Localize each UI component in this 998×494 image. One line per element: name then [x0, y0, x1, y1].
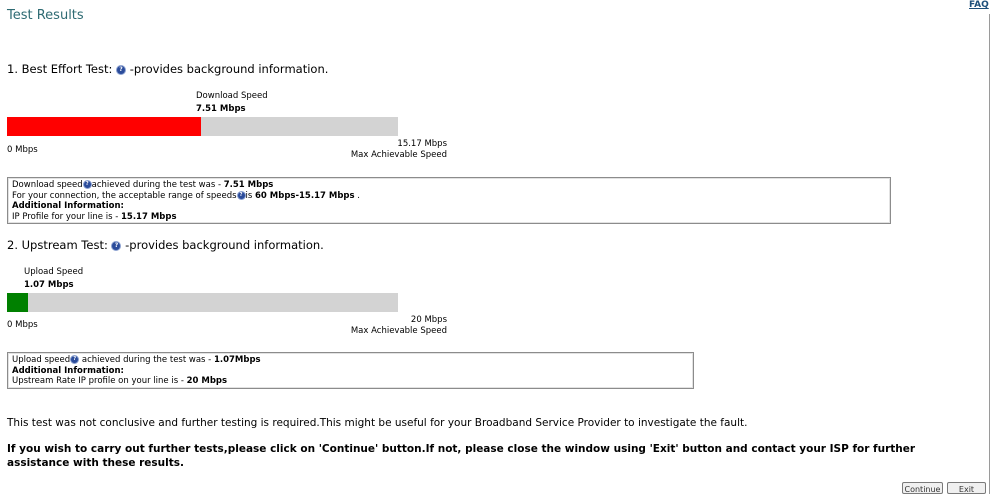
upload-max-label: Max Achievable Speed — [350, 326, 447, 336]
right-border-line — [989, 14, 990, 494]
download-info-line2 — [12, 191, 886, 202]
instruction-message: If you wish to carry out further tests,please click on 'Continue' button.If not, please close the window using 'Exit' button and contact your ISP for further assistance with these results. — [7, 443, 916, 469]
upload-speed-bar-fill — [7, 293, 28, 312]
ip-profile-value: 15.17 Mbps — [120, 211, 177, 222]
continue-button[interactable]: Continue — [902, 482, 943, 494]
download-range-suffix: . — [354, 190, 360, 201]
faq-link[interactable]: FAQ — [969, 0, 989, 10]
upload-info-value: 1.07Mbps — [213, 355, 261, 365]
download-info-line1 — [12, 180, 886, 191]
download-range-text: is — [245, 190, 256, 201]
download-range-text: For your connection, the acceptable range of speeds — [12, 190, 237, 201]
upload-info-line2 — [12, 376, 689, 387]
best-effort-heading-label: 1. Best Effort Test: — [7, 62, 113, 76]
upload-speed-value: 1.07 Mbps — [24, 280, 74, 290]
upload-additional-heading: Additional Information: — [12, 365, 124, 376]
conclusion-message: This test was not conclusive and further testing is required.This might be useful for your Broadband Service Provider to investigate the fault. — [7, 417, 748, 429]
download-info-value: 7.51 Mbps — [223, 180, 274, 190]
help-icon[interactable]: ? — [70, 355, 79, 364]
page-title: Test Results — [7, 8, 84, 23]
upload-info-box — [7, 352, 694, 389]
upstream-heading-suffix: -provides background information. — [125, 238, 324, 252]
best-effort-heading-suffix: -provides background information. — [129, 62, 329, 76]
upload-max-value: 20 Mbps — [410, 315, 447, 325]
upload-info-text: Upload speed — [12, 355, 71, 365]
best-effort-heading — [7, 62, 328, 76]
download-info-text: Download speed — [12, 180, 83, 190]
upload-info-line1 — [12, 355, 689, 366]
download-speed-label: Download Speed — [196, 91, 268, 101]
upload-min-label: 0 Mbps — [7, 320, 38, 330]
upload-speed-bar — [7, 293, 398, 312]
download-max-label: Max Achievable Speed — [350, 150, 447, 160]
help-icon[interactable]: ? — [83, 180, 92, 189]
upload-info-text: achieved during the test was - — [79, 355, 214, 365]
upstream-profile-value: 20 Mbps — [186, 376, 228, 386]
download-range-value: 60 Mbps-15.17 Mbps — [255, 190, 355, 201]
upstream-heading-label: 2. Upstream Test: — [7, 238, 108, 252]
download-info-line3 — [12, 212, 886, 223]
download-info-box — [7, 177, 891, 224]
download-speed-bar-fill — [7, 117, 201, 136]
upstream-heading — [7, 238, 324, 252]
upload-speed-label: Upload Speed — [24, 267, 84, 277]
exit-button[interactable]: Exit — [947, 482, 986, 494]
download-info-text: achieved during the test was - — [91, 180, 224, 190]
ip-profile-text: IP Profile for your line is - — [12, 211, 121, 222]
download-speed-value: 7.51 Mbps — [196, 104, 246, 114]
help-icon[interactable]: ? — [116, 65, 126, 75]
help-icon[interactable]: ? — [111, 241, 121, 251]
upstream-profile-text: Upstream Rate IP profile on your line is - — [12, 376, 187, 386]
download-additional-heading: Additional Information: — [12, 201, 124, 211]
download-speed-bar — [7, 117, 398, 136]
download-max-value: 15.17 Mbps — [397, 139, 447, 149]
download-min-label: 0 Mbps — [7, 145, 38, 155]
help-icon[interactable]: ? — [237, 191, 246, 200]
